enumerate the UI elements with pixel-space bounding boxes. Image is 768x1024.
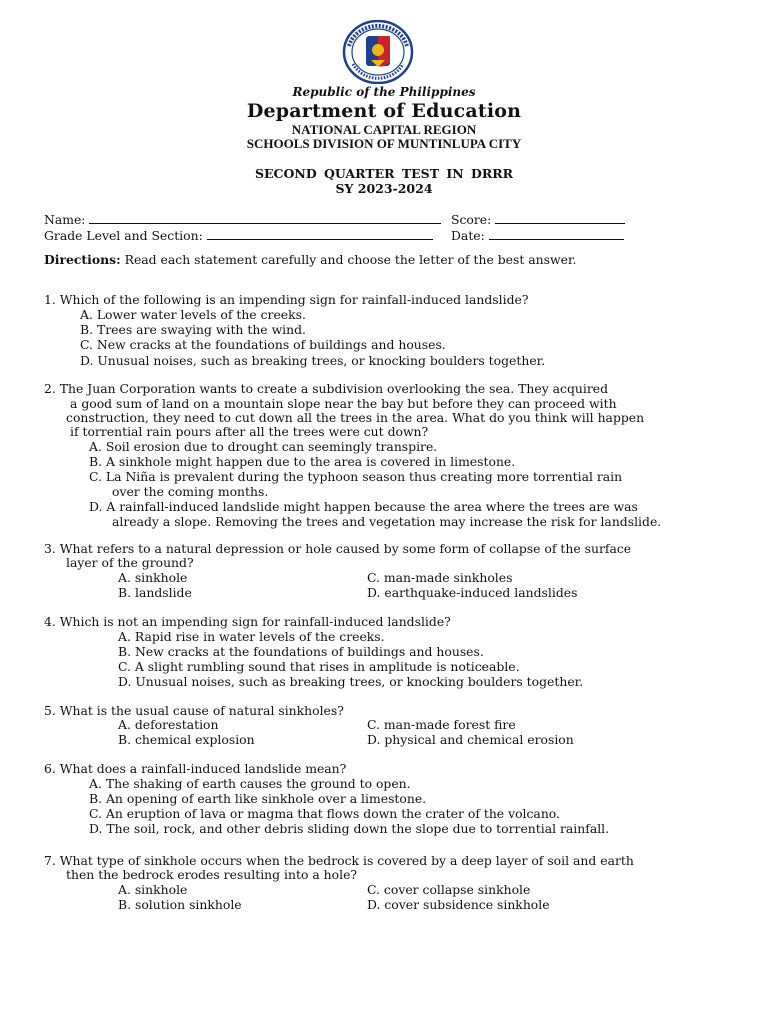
question-5-option-c[interactable]: C. man-made forest fire — [367, 717, 516, 732]
deped-seal-logo — [339, 20, 417, 84]
question-1-option-c[interactable]: C. New cracks at the foundations of buildings and houses. — [80, 337, 446, 352]
school-year: SY 2023-2024 — [335, 181, 433, 196]
directions-text: Read each statement carefully and choose the letter of the best answer. — [124, 252, 577, 267]
question-2-option-c-cont: over the coming months. — [112, 484, 269, 499]
question-4-stem: 4. Which is not an impending sign for rainfall-induced landslide? — [44, 614, 451, 629]
question-4-option-a[interactable]: A. Rapid rise in water levels of the creeks. — [118, 629, 385, 644]
grade-section-field[interactable] — [207, 228, 433, 240]
name-field[interactable] — [89, 212, 441, 224]
department-heading: Department of Education — [246, 100, 522, 122]
question-3-option-a[interactable]: A. sinkhole — [118, 570, 188, 585]
division-heading: SCHOOLS DIVISION OF MUNTINLUPA CITY — [246, 136, 522, 151]
question-4-option-d[interactable]: D. Unusual noises, such as breaking trees, or knocking boulders together. — [118, 674, 584, 689]
question-3-stem-line-1: 3. What refers to a natural depression or hole caused by some form of collapse of the surface — [44, 541, 632, 556]
score-field-row — [451, 212, 625, 227]
question-2-stem-line-1: 2. The Juan Corporation wants to create a subdivision overlooking the sea. They acquired — [44, 381, 609, 396]
date-label: Date: — [451, 228, 485, 243]
question-6-option-b[interactable]: B. An opening of earth like sinkhole over a limestone. — [89, 791, 427, 806]
question-2-option-d[interactable]: D. A rainfall-induced landslide might happen because the area where the trees are was — [89, 499, 638, 514]
question-2-option-d-cont: already a slope. Removing the trees and vegetation may increase the risk for landslide. — [112, 514, 662, 529]
question-2-stem-line-4: if torrential rain pours after all the trees were cut down? — [70, 424, 429, 439]
question-2-stem-line-3: construction, they need to cut down all the trees in the area. What do you think will happen — [66, 410, 645, 425]
question-7-stem-line-1: 7. What type of sinkhole occurs when the bedrock is covered by a deep layer of soil and earth — [44, 853, 634, 868]
question-6-option-c[interactable]: C. An eruption of lava or magma that flows down the crater of the volcano. — [89, 806, 560, 821]
question-1-option-d[interactable]: D. Unusual noises, such as breaking trees, or knocking boulders together. — [80, 353, 546, 368]
question-2-stem-line-2: a good sum of land on a mountain slope near the bay but before they can proceed with — [70, 396, 617, 411]
name-field-row — [44, 212, 441, 227]
question-3-option-c[interactable]: C. man-made sinkholes — [367, 570, 513, 585]
date-field-row — [451, 228, 624, 243]
question-7-option-d[interactable]: D. cover subsidence sinkhole — [367, 897, 550, 912]
directions — [44, 252, 576, 267]
question-7-stem-line-2: then the bedrock erodes resulting into a hole? — [66, 867, 358, 882]
question-3-stem-line-2: layer of the ground? — [66, 555, 194, 570]
name-label: Name: — [44, 212, 86, 227]
date-field[interactable] — [489, 228, 624, 240]
test-title: SECOND QUARTER TEST IN DRRR — [255, 166, 513, 181]
question-1-stem: 1. Which of the following is an impending sign for rainfall-induced landslide? — [44, 292, 529, 307]
question-5-option-a[interactable]: A. deforestation — [118, 717, 219, 732]
republic-heading: Republic of the Philippines — [292, 85, 476, 99]
question-4-option-b[interactable]: B. New cracks at the foundations of buildings and houses. — [118, 644, 484, 659]
grade-label: Grade Level and Section: — [44, 228, 203, 243]
question-2-option-a[interactable]: A. Soil erosion due to drought can seemingly transpire. — [89, 439, 438, 454]
question-7-option-c[interactable]: C. cover collapse sinkhole — [367, 882, 531, 897]
question-6-option-a[interactable]: A. The shaking of earth causes the ground to open. — [89, 776, 411, 791]
question-1-option-a[interactable]: A. Lower water levels of the creeks. — [80, 307, 306, 322]
question-6-stem: 6. What does a rainfall-induced landslide mean? — [44, 761, 347, 776]
question-3-option-d[interactable]: D. earthquake-induced landslides — [367, 585, 578, 600]
question-4-option-c[interactable]: C. A slight rumbling sound that rises in amplitude is noticeable. — [118, 659, 520, 674]
question-2-option-b[interactable]: B. A sinkhole might happen due to the area is covered in limestone. — [89, 454, 516, 469]
question-6-option-d[interactable]: D. The soil, rock, and other debris sliding down the slope due to torrential rainfall. — [89, 821, 610, 836]
question-5-option-d[interactable]: D. physical and chemical erosion — [367, 732, 574, 747]
grade-field-row — [44, 228, 433, 243]
directions-label: Directions: — [44, 252, 121, 267]
question-2-option-c[interactable]: C. La Niña is prevalent during the typhoon season thus creating more torrential rain — [89, 469, 623, 484]
question-3-option-b[interactable]: B. landslide — [118, 585, 192, 600]
question-7-option-a[interactable]: A. sinkhole — [118, 882, 188, 897]
score-field[interactable] — [495, 212, 625, 224]
question-7-option-b[interactable]: B. solution sinkhole — [118, 897, 242, 912]
score-label: Score: — [451, 212, 492, 227]
region-heading: NATIONAL CAPITAL REGION — [291, 122, 477, 137]
question-5-stem: 5. What is the usual cause of natural sinkholes? — [44, 703, 344, 718]
question-5-option-b[interactable]: B. chemical explosion — [118, 732, 255, 747]
question-1-option-b[interactable]: B. Trees are swaying with the wind. — [80, 322, 306, 337]
